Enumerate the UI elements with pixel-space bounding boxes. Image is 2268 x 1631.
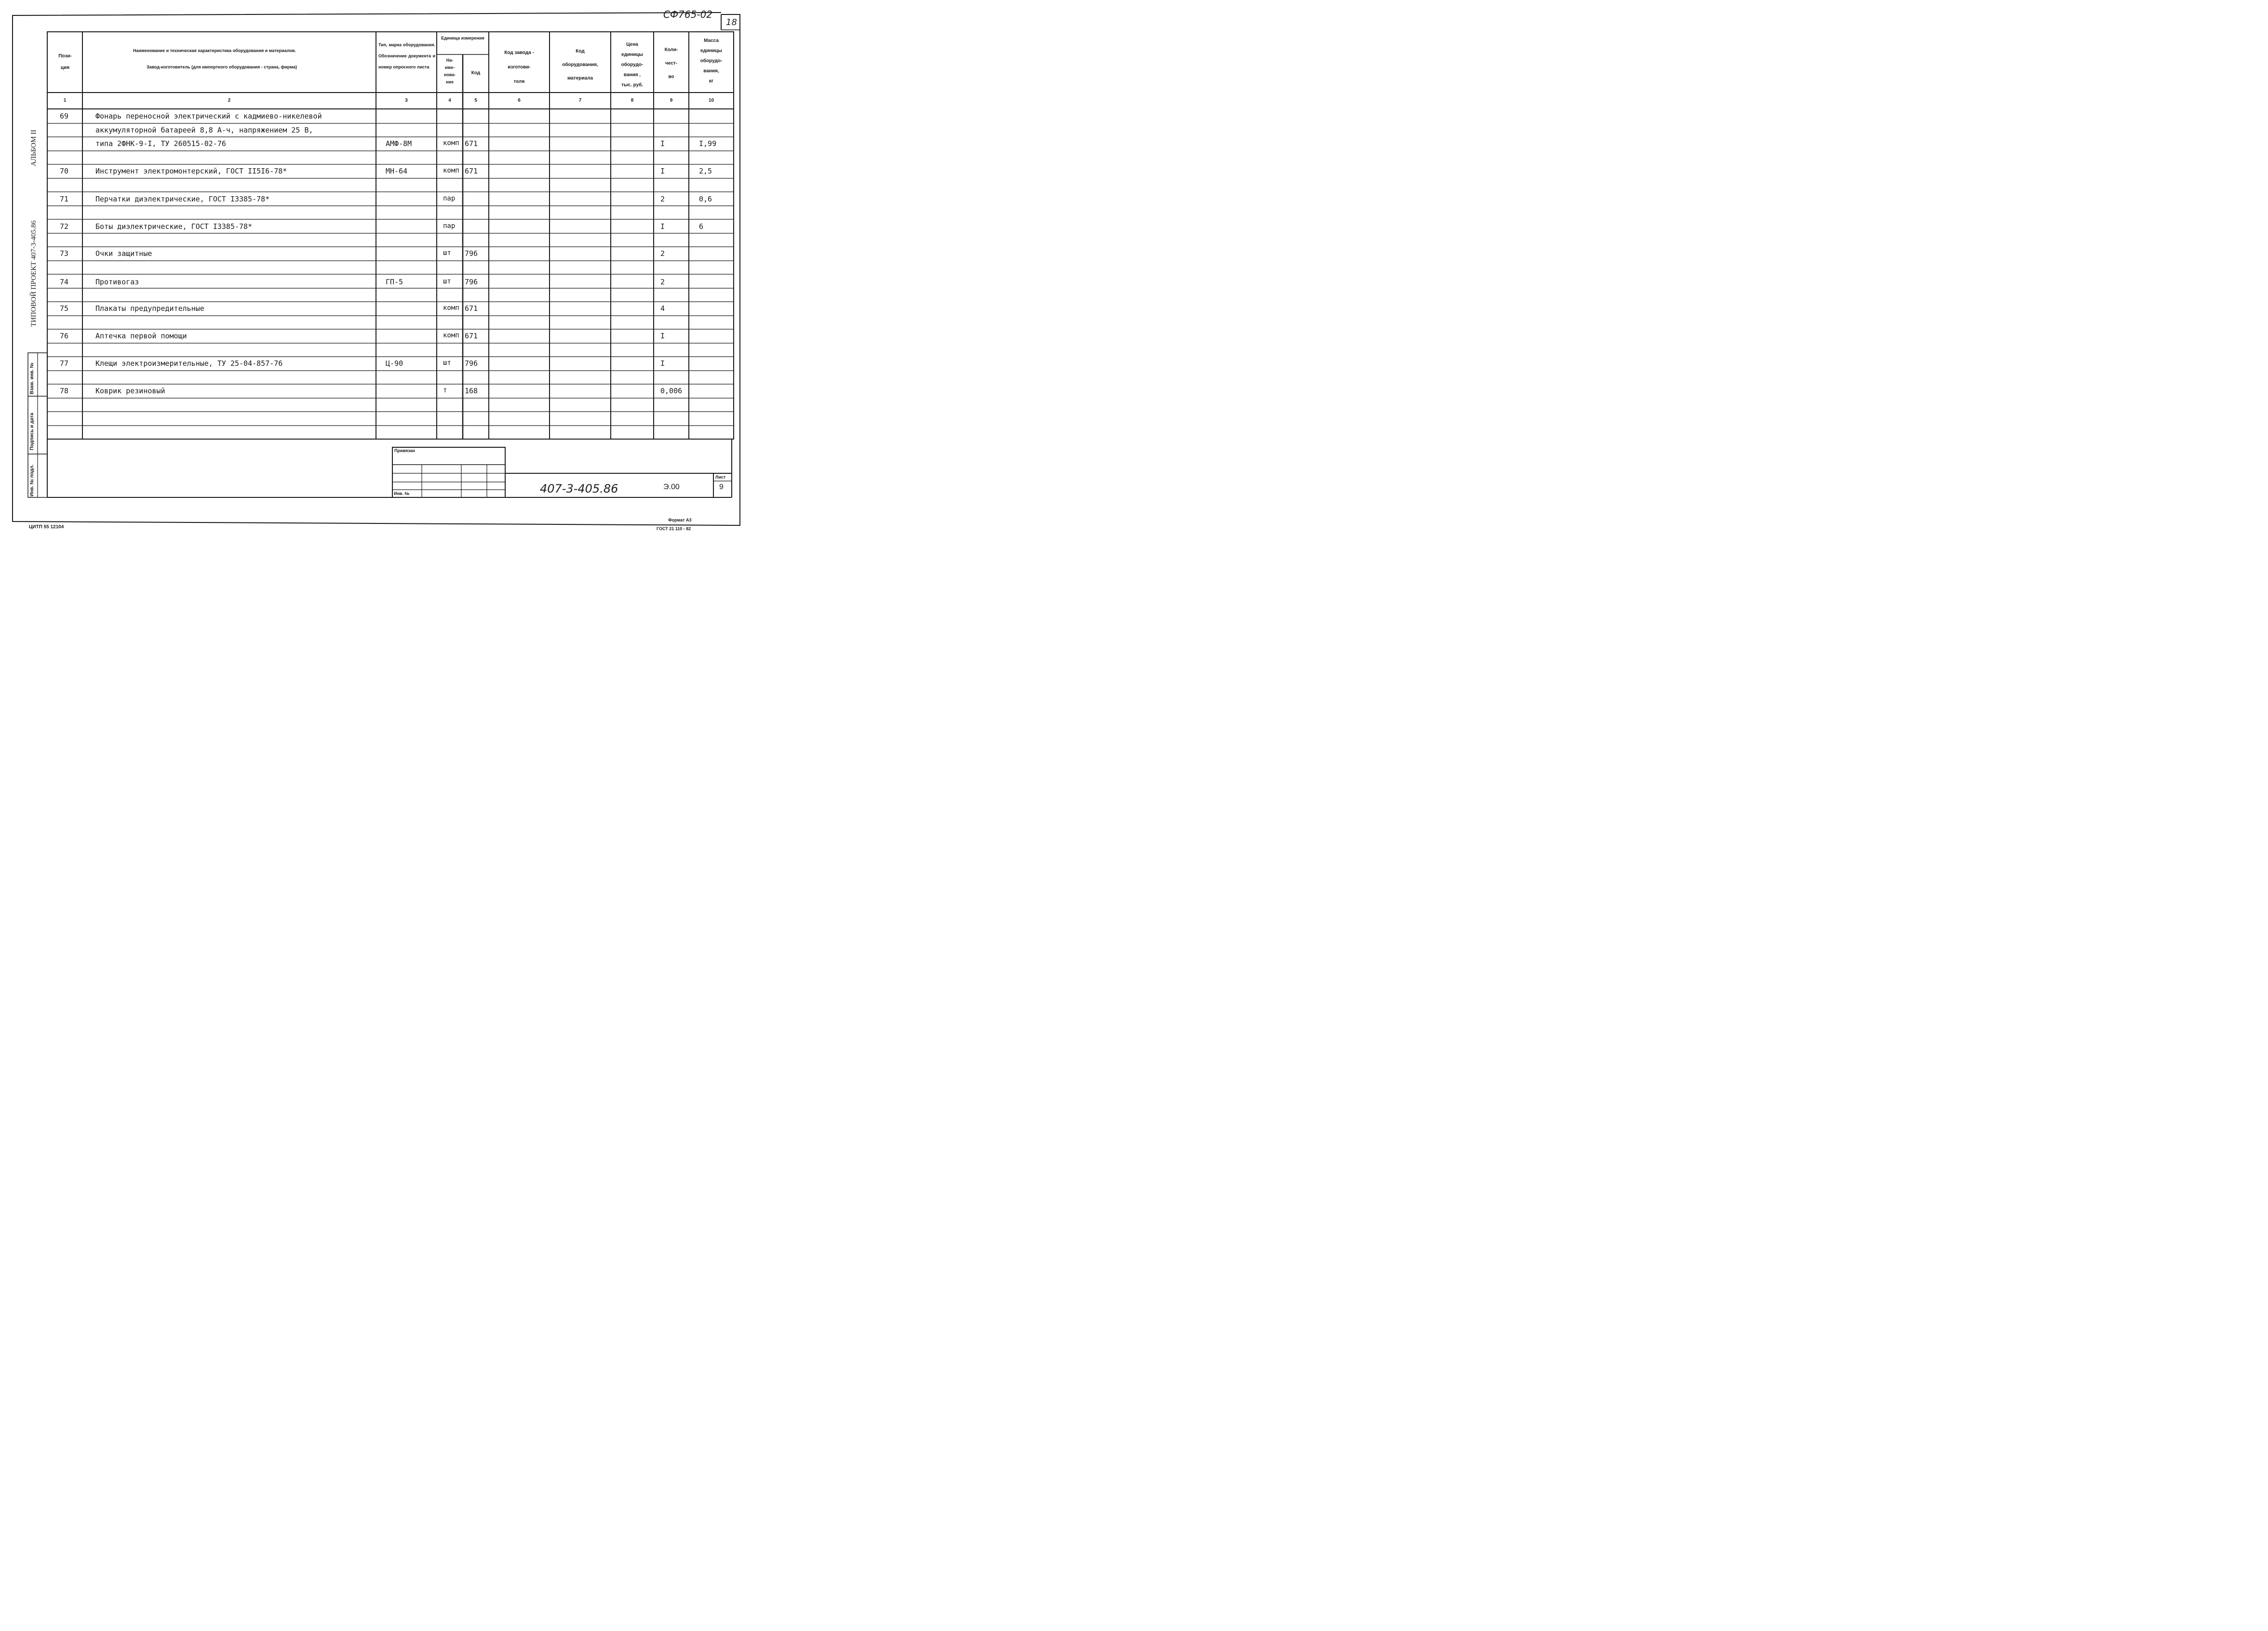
- header-position: Пози- ция: [58, 53, 72, 70]
- cell-type: Ц-90: [386, 359, 403, 368]
- cell-unit-code: 671: [465, 139, 478, 148]
- col-number: 5: [474, 98, 477, 103]
- header-manufacturer: Завод-изготовитель (для импортного оборудования - страна, фирма): [147, 65, 297, 69]
- footer-print-code: ЦИТП 55 12104: [29, 524, 64, 530]
- cell-unit-name: комп: [443, 304, 459, 312]
- header-unit-name: На- име- нова- ние: [443, 58, 456, 84]
- cell-unit-code: 796: [465, 249, 478, 258]
- col-number: 10: [708, 98, 714, 103]
- section-code: Э.00: [663, 483, 680, 491]
- stamp-label-replacement: Взам. инв. №: [29, 362, 35, 394]
- cell-name: Противогаз: [95, 278, 139, 286]
- cell-position: 74: [60, 278, 69, 286]
- header-plant-code: Код завода - изготови- теля: [504, 50, 534, 84]
- header-unit: Единица измерения: [441, 36, 484, 40]
- cell-position: 70: [60, 167, 69, 175]
- cell-mass: 0,6: [699, 195, 712, 203]
- header-equipment-code: Код оборудования, материала: [562, 49, 598, 81]
- cell-name: Очки защитные: [95, 249, 152, 258]
- cell-position: 76: [60, 332, 69, 340]
- col-number: 9: [670, 98, 673, 103]
- cell-unit-name: пар: [443, 222, 456, 230]
- cell-position: 77: [60, 359, 69, 368]
- cell-name: аккумуляторной батареей 8,8 А-ч, напряжением 25 В,: [95, 126, 313, 134]
- page-number: 18: [726, 17, 737, 27]
- cell-quantity: I: [660, 332, 665, 340]
- cell-position: 75: [60, 304, 69, 313]
- cell-quantity: 2: [660, 195, 665, 203]
- privyazan-label: Привязан: [394, 448, 415, 453]
- cell-mass: 6: [699, 222, 704, 231]
- cell-name: Плакаты предупредительные: [95, 304, 204, 313]
- cell-mass: I,99: [699, 139, 717, 148]
- inventory-number-label: Инв. №: [394, 491, 410, 496]
- col-number: 2: [228, 98, 231, 103]
- cell-unit-name: шт: [443, 249, 451, 257]
- cell-unit-code: 671: [465, 304, 478, 313]
- col-number: 3: [405, 98, 408, 103]
- header-quantity: Коли- чест- во: [664, 47, 678, 80]
- stamp-label-original-inv: Инв. № подл.: [29, 464, 35, 496]
- cell-name: Перчатки диэлектрические, ГОСТ I3385-78*: [95, 195, 270, 203]
- cell-name: Инструмент электромонтерский, ГОСТ II5I6-78*: [95, 167, 287, 175]
- cell-mass: 2,5: [699, 167, 712, 175]
- col-number: 7: [578, 98, 582, 103]
- format-label: Формат А3: [668, 518, 692, 522]
- cell-unit-name: пар: [443, 195, 456, 202]
- cell-unit-code: 796: [465, 359, 478, 368]
- document-code: СФ765-02: [663, 9, 713, 20]
- cell-unit-name: т: [443, 387, 447, 394]
- cell-quantity: 2: [660, 278, 665, 286]
- cell-position: 72: [60, 222, 69, 231]
- cell-quantity: I: [660, 139, 665, 148]
- cell-name: Боты диэлектрические, ГОСТ I3385-78*: [95, 222, 253, 231]
- project-designation: 407-3-405.86: [540, 482, 618, 495]
- cell-name: типа 2ФНК-9-I, ТУ 260515-02-76: [95, 139, 226, 148]
- cell-type: АМФ-8М: [386, 139, 412, 148]
- cell-unit-code: 671: [465, 167, 478, 175]
- header-name: Наименование и техническая характеристика оборудования и материалов.: [133, 48, 296, 53]
- cell-quantity: I: [660, 359, 665, 368]
- cell-position: 73: [60, 249, 69, 258]
- cell-type: МН-64: [386, 167, 408, 175]
- col-number: 6: [518, 98, 521, 103]
- cell-name: Коврик резиновый: [95, 387, 165, 395]
- cell-unit-code: 796: [465, 278, 478, 286]
- cell-position: 78: [60, 387, 69, 395]
- cell-quantity: I: [660, 167, 665, 175]
- cell-unit-name: шт: [443, 359, 451, 367]
- cell-position: 69: [60, 112, 69, 120]
- gost-label: ГОСТ 21 110 - 82: [657, 526, 691, 531]
- cell-unit-name: шт: [443, 278, 451, 285]
- side-project-label: ТИПОВОЙ ПРОЕКТ 407-3-405.86: [30, 220, 38, 327]
- col-number: 4: [448, 98, 451, 103]
- cell-name: Аптечка первой помощи: [95, 332, 187, 340]
- cell-quantity: I: [660, 222, 665, 231]
- cell-unit-name: комп: [443, 139, 459, 147]
- header-mass: Масса единицы оборудо- вания, кг: [700, 38, 723, 84]
- sheet-label: Лист: [715, 475, 726, 480]
- side-album-label: АЛЬБОМ II: [30, 129, 38, 166]
- cell-position: 71: [60, 195, 69, 203]
- stamp-label-signature: Подпись и дата: [29, 413, 35, 450]
- col-number: 8: [631, 98, 634, 103]
- cell-quantity: 4: [660, 304, 665, 313]
- cell-unit-name: комп: [443, 332, 459, 339]
- header-price: Цена единицы оборудо- вания , тыс. руб.: [621, 42, 644, 88]
- cell-name: Клещи электроизмерительные, ТУ 25-04-857-76: [95, 359, 283, 368]
- cell-type: ГП-5: [386, 278, 403, 286]
- cell-quantity: 0,006: [660, 387, 683, 395]
- col-number: 1: [63, 98, 67, 103]
- cell-quantity: 2: [660, 249, 665, 258]
- cell-unit-name: комп: [443, 167, 459, 174]
- sheet-number: 9: [719, 483, 724, 491]
- cell-unit-code: 168: [465, 387, 478, 395]
- header-type: Тип, марка оборудования. Обозначение документа и номер опросного листа: [378, 42, 435, 69]
- cell-name: Фонарь переносной электрический с кадмиево-никелевой: [95, 112, 322, 120]
- header-unit-code: Код: [471, 70, 481, 76]
- cell-unit-code: 671: [465, 332, 478, 340]
